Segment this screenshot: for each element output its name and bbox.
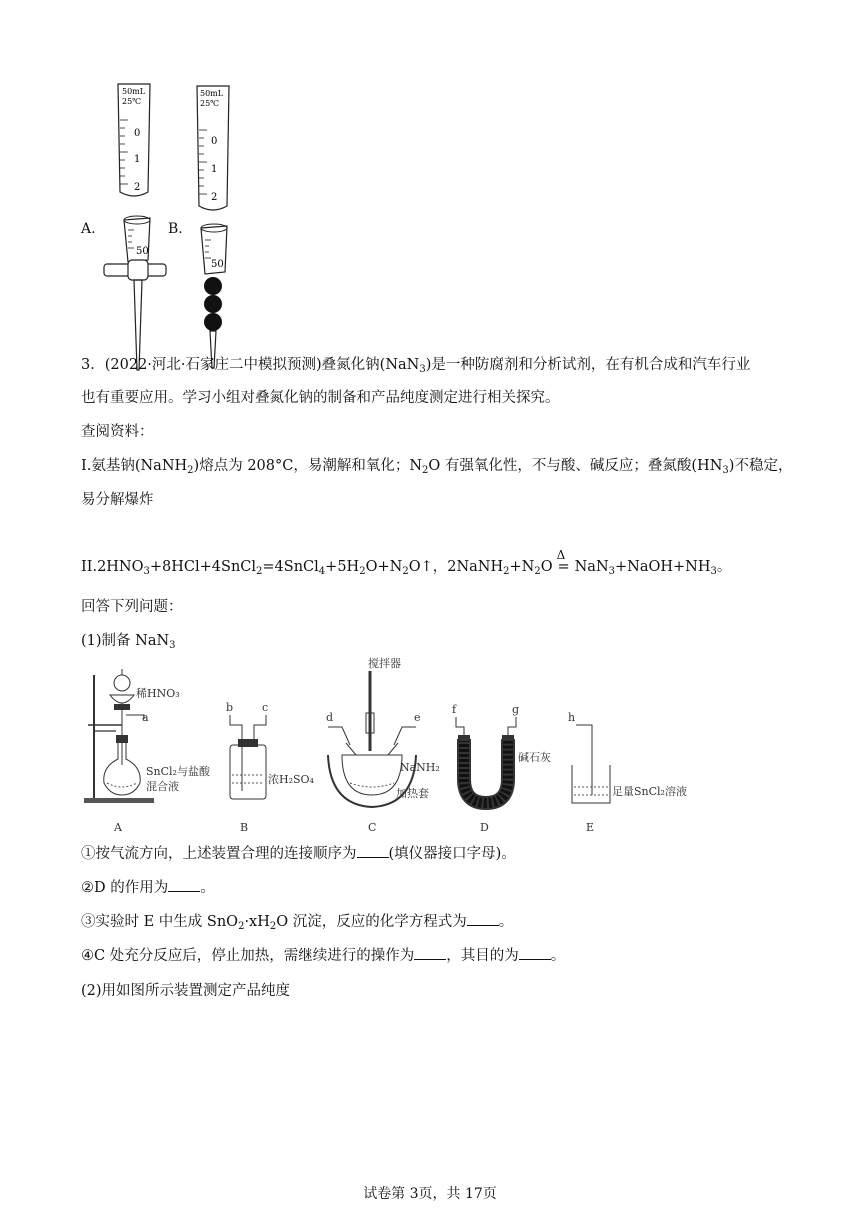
apparatus-d	[452, 703, 551, 834]
q3-text: ③实验时 E 中生成 SnO	[81, 914, 239, 930]
apparatus-c-label: C	[368, 821, 377, 834]
cylinder-a-tick-2: 2	[134, 182, 141, 193]
apparatus-e-reagent: 足量SnCl₂溶液	[612, 785, 687, 798]
info2-f: O↑，2NaNH	[408, 559, 504, 575]
measuring-cylinder-b	[197, 86, 229, 210]
cylinder-b-tick-1: 1	[211, 164, 218, 175]
apparatus-c-heater: 加热套	[396, 787, 429, 800]
info2-k: 。	[716, 559, 732, 575]
acid-burette	[104, 216, 166, 370]
subquestion-2	[81, 878, 215, 898]
apparatus-a-funnel-label: 稀HNO₃	[136, 687, 180, 700]
apparatus-b-label: B	[240, 821, 249, 834]
sub: 2	[359, 566, 366, 577]
cylinder-a-tick-0: 0	[134, 128, 141, 139]
cylinder-a-tick-1: 1	[134, 154, 141, 165]
subquestion-4	[81, 946, 565, 966]
info1-c: O 有强氧化性，不与酸、碱反应；叠氮酸(HN	[428, 458, 723, 474]
apparatus-e-label: E	[586, 821, 595, 834]
apparatus-a-port-a: a	[142, 711, 149, 724]
page-footer: 试卷第 3页，共 17页	[363, 1186, 497, 1202]
answer-blank-5[interactable]	[519, 946, 551, 960]
sub: 3	[169, 640, 176, 651]
sub: 3	[710, 566, 717, 577]
apparatus-c-port-d: d	[326, 711, 334, 724]
sub: 2	[238, 921, 245, 932]
reaction-arrow: Δ =	[553, 557, 575, 577]
apparatus-a	[84, 669, 211, 834]
answer-prompt	[81, 597, 183, 617]
sub: 3	[722, 465, 729, 476]
cylinder-b-volume: 50mL	[200, 89, 224, 98]
sub: 2	[187, 465, 194, 476]
apparatus-d-port-f: f	[452, 703, 457, 716]
apparatus-b-port-c: c	[262, 701, 269, 714]
burette-b-mark: 50	[211, 259, 224, 270]
sub: 3	[143, 566, 150, 577]
apparatus-c	[326, 656, 440, 834]
sub: 3	[419, 364, 426, 375]
sub: 2	[269, 921, 277, 932]
info2-c: =4SnCl	[262, 559, 319, 575]
answer-blank-1[interactable]	[357, 844, 389, 858]
q4-text: ④C 处充分反应后，停止加热，需继续进行的操作为	[81, 948, 415, 964]
answer-blank-4[interactable]	[414, 946, 446, 960]
cylinder-a-volume: 50mL	[122, 87, 146, 96]
delta-sign: Δ	[556, 548, 566, 562]
base-burette	[201, 224, 227, 368]
apparatus-a-label: A	[114, 821, 122, 834]
sub: 4	[318, 566, 326, 577]
lookup-text: 查阅资料：	[81, 424, 154, 440]
option-a-figure	[100, 80, 170, 375]
option-a-label: A.	[81, 221, 96, 237]
info2-i: NaN	[574, 559, 609, 575]
sub: 2	[534, 566, 541, 577]
q1-text: ①按气流方向，上述装置合理的连接顺序为	[81, 846, 357, 862]
question-intro-1: 叠氮化钠(NaN	[321, 357, 420, 373]
info2-b: +8HCl+4SnCl	[149, 559, 257, 575]
subquestion-3	[81, 912, 513, 937]
answer-prompt-text: 回答下列问题：	[81, 599, 183, 615]
part-1-heading	[81, 631, 176, 656]
question-source: (2022·河北·石家庄二中模拟预测)	[104, 357, 322, 373]
apparatus-d-port-g: g	[512, 703, 520, 716]
question-line-2	[81, 388, 560, 408]
apparatus-c-reagent: NaNH₂	[400, 761, 440, 774]
part2-text: (2)用如图所示装置测定产品纯度	[81, 983, 291, 999]
sub: 2	[256, 566, 263, 577]
option-b-label: B.	[168, 221, 183, 237]
part-2-heading	[81, 981, 290, 1001]
q2-text: ②D 的作用为	[81, 880, 169, 896]
question-line-1	[81, 355, 750, 380]
cylinder-b-temp: 25℃	[200, 99, 220, 108]
q3-end: 。	[498, 914, 514, 930]
apparatus-diagram	[80, 655, 720, 840]
q4-end: 。	[550, 948, 566, 964]
q3-c: O 沉淀，反应的化学方程式为	[276, 914, 467, 930]
answer-blank-3[interactable]	[467, 912, 499, 926]
question-intro-2: 也有重要应用。学习小组对叠氮化钠的制备和产品纯度测定进行相关探究。	[81, 390, 560, 406]
sub: 2	[402, 566, 409, 577]
info1-e: 易分解爆炸	[81, 492, 154, 508]
apparatus-c-port-e: e	[414, 711, 421, 724]
apparatus-b	[226, 701, 315, 834]
q4-mid: ，其目的为	[446, 948, 519, 964]
sub: 2	[503, 566, 510, 577]
q2-end: 。	[200, 880, 215, 896]
apparatus-e	[568, 711, 687, 834]
cylinder-a-temp: 25℃	[122, 97, 142, 106]
q3-b: ·xH	[244, 914, 270, 930]
apparatus-b-port-b: b	[226, 701, 234, 714]
option-b-figure	[185, 82, 245, 377]
sub: 2	[422, 465, 429, 476]
question-number: 3．	[81, 357, 105, 373]
apparatus-c-stirrer-label: 搅拌器	[368, 657, 401, 670]
apparatus-d-reagent: 碱石灰	[518, 751, 551, 764]
info1-a: I.氨基钠(NaNH	[81, 458, 188, 474]
apparatus-a-reagent-2: 混合液	[146, 780, 179, 793]
info1-b: )熔点为 208°C，易潮解和氧化；N	[193, 458, 423, 474]
question-intro-1b: )是一种防腐剂和分析试剂，在有机合成和汽车行业	[425, 357, 751, 373]
cylinder-b-tick-2: 2	[211, 192, 218, 203]
apparatus-b-reagent: 浓H₂SO₄	[268, 773, 314, 786]
info1-d: )不稳定，	[728, 458, 793, 474]
burette-a-mark: 50	[136, 246, 149, 257]
info2-j: +NaOH+NH	[615, 559, 711, 575]
info2-g: +N	[509, 559, 535, 575]
answer-blank-2[interactable]	[168, 878, 200, 892]
lookup-heading	[81, 422, 154, 442]
info2-h: O	[540, 559, 553, 575]
info2-e: O+N	[365, 559, 403, 575]
measuring-cylinder-a	[118, 84, 150, 196]
apparatus-d-label: D	[480, 821, 489, 834]
subquestion-1	[81, 844, 516, 864]
apparatus-e-port-h: h	[568, 711, 576, 724]
apparatus-a-reagent-1: SnCl₂与盐酸	[146, 765, 210, 778]
info-1-line-2	[81, 490, 154, 510]
part1-text: (1)制备 NaN	[81, 633, 170, 649]
info2-a: II.2HNO	[81, 559, 144, 575]
q1-end: (填仪器接口字母)。	[388, 846, 516, 862]
info-1-line	[81, 456, 792, 481]
cylinder-b-tick-0: 0	[211, 136, 218, 147]
info-2-line	[81, 548, 732, 582]
sub: 3	[608, 566, 616, 577]
info2-d: +5H	[325, 559, 360, 575]
